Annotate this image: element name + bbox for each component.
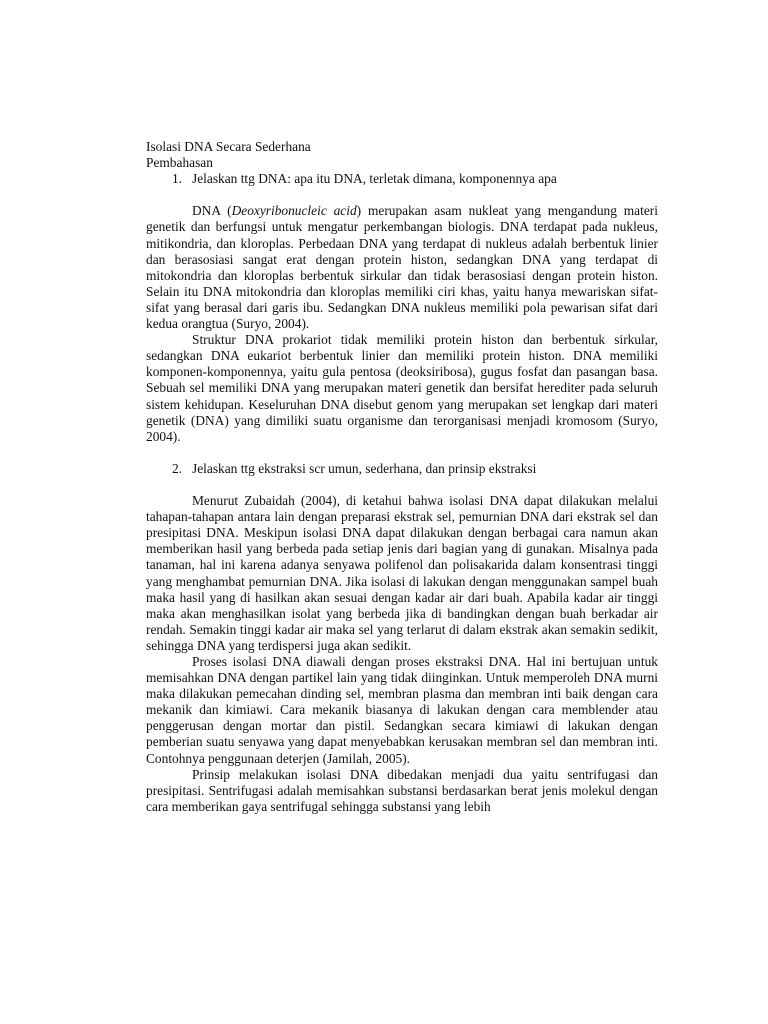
paragraph-dna-lead: DNA ( [192, 203, 232, 219]
document-subtitle: Pembahasan [146, 155, 213, 171]
question-2 [146, 461, 658, 477]
paragraph-isolation-principle: Prinsip melakukan isolasi DNA dibedakan menjadi dua yaitu sentrifugasi dan presipitasi. Sentrifugasi adalah memisahkan substansi berdasarkan berat jenis molekul dengan cara memberikan gaya sentrifugal sehingga substansi yang lebih [146, 766, 658, 814]
spacer [146, 445, 658, 461]
paragraph-dna-structure: Struktur DNA prokariot tidak memiliki protein histon dan berbentuk sirkular, sedangkan DNA eukariot berbentuk linier dan memiliki protein histon. DNA memiliki komponen-komponennya, yaitu gula pentosa (deoksiribosa), gugus fosfat dan pasangan basa. Sebuah sel memiliki DNA yang merupakan materi genetik dan bersifat herediter pada seluruh sistem kehidupan. Keseluruhan DNA disebut genom yang merupakan set lengkap dari materi genetik (DNA) yang dimiliki suatu organisme dan terorganisasi menjadi kromosom (Suryo, 2004). [146, 332, 658, 444]
document-body [146, 139, 658, 815]
document-title: Isolasi DNA Secara Sederhana [146, 139, 311, 154]
question-1 [146, 171, 658, 187]
question-1-text: Jelaskan ttg DNA: apa itu DNA, terletak dimana, komponennya apa [192, 171, 557, 187]
question-2-text: Jelaskan ttg ekstraksi scr umun, sederhana, dan prinsip ekstraksi [192, 460, 537, 476]
paragraph-extraction-process: Proses isolasi DNA diawali dengan proses ekstraksi DNA. Hal ini bertujuan untuk memisahkan DNA dengan partikel lain yang tidak diinginkan. Untuk memperoleh DNA murni maka dilakukan pemecahan dinding sel, membran plasma dan membran inti baik dengan cara mekanik dan kimiawi. Cara mekanik biasanya di lakukan dengan cara memblender atau penggerusan dengan mortar dan pistil. Sedangkan secara kimiawi di lakukan dengan pemberian suatu senyawa yang dapat menyebabkan kerusakan membran sel dan membran inti. Contohnya penggunaan deterjen (Jamilah, 2005). [146, 654, 658, 766]
paragraph-dna-rest: ) merupakan asam nukleat yang mengandung materi genetik dan berfungsi untuk mengatur perkembangan biologis. DNA terdapat pada nukleus, mitikondria, dan kloroplas. Perbedaan DNA yang terdapat di nukleus adalah berbentuk linier dan berasosiasi sangat erat dengan protein histon, sedangkan DNA yang terdapat di mitokondria dan kloroplas berbentuk sirkular dan tidak berasosiasi dengan protein histon. Selain itu DNA mitokondria dan kloroplas memiliki ciri khas, yaitu hanya mewariskan sifat-sifat yang berasal dari garis ibu. Sedangkan DNA nukleus memiliki pola pewarisan sifat dari kedua orangtua (Suryo, 2004). [146, 203, 658, 332]
spacer [146, 187, 658, 203]
spacer [146, 477, 658, 493]
question-1-number: 1. [171, 171, 182, 187]
question-2-number: 2. [171, 460, 182, 476]
dna-latin-term: Deoxyribonucleic acid [231, 203, 357, 219]
paragraph-isolation-methods: Menurut Zubaidah (2004), di ketahui bahwa isolasi DNA dapat dilakukan melalui tahapan-tahapan antara lain dengan preparasi ekstrak sel, pemurnian DNA dari ekstrak sel dan presipitasi DNA. Meskipun isolasi DNA dapat dilakukan dengan berbagai cara namun akan memberikan hasil yang berbeda pada setiap jenis dari bagian yang di gunakan. Misalnya pada tanaman, hal ini karena adanya senyawa polifenol dan polisakarida dalam konsentrasi tinggi yang menghambat pemurnian DNA. Jika isolasi di lakukan dengan menggunakan sampel buah maka hasil yang di hasilkan akan sesuai dengan kadar air dari buah. Apabila kadar air tinggi maka akan menghasilkan isolat yang berbeda jika di bandingkan dengan buah berkadar air rendah. Semakin tinggi kadar air maka sel yang terlarut di dalam ekstrak akan semakin sedikit, sehingga DNA yang terdispersi juga akan sedikit. [146, 493, 658, 653]
paragraph-dna-definition [146, 203, 658, 332]
